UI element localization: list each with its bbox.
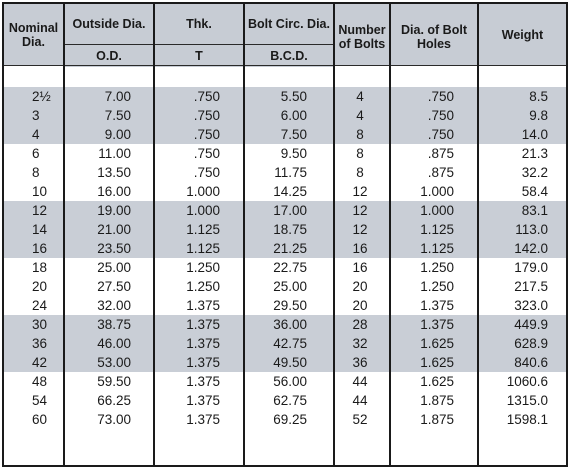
cell-outside-dia: 9.00: [104, 127, 131, 142]
cell-nominal-dia: 14: [32, 222, 48, 237]
cell-thickness: .750: [193, 108, 220, 123]
cell-number-of-bolts: 36: [352, 355, 368, 370]
cell-outside-dia: 38.75: [97, 317, 131, 332]
cell-bolt-hole-dia: 1.000: [420, 184, 454, 199]
cell-bolt-circ-dia: 14.25: [273, 184, 307, 199]
cell-thickness: 1.375: [186, 393, 220, 408]
cell-outside-dia: 19.00: [97, 203, 131, 218]
cell-nominal-dia: 12: [32, 203, 48, 218]
cell-bolt-circ-dia: 56.00: [273, 374, 307, 389]
cell-weight: 1598.1: [506, 412, 548, 427]
column-divider: [389, 4, 391, 465]
header-number-of-bolts: Number of Bolts: [338, 22, 386, 51]
cell-weight: 83.1: [521, 203, 548, 218]
cell-bolt-hole-dia: .750: [427, 108, 454, 123]
table-row: [4, 125, 566, 144]
cell-bolt-circ-dia: 18.75: [273, 222, 307, 237]
header-dia-bolt-holes: Dia. of Bolt Holes: [401, 22, 467, 51]
table-row: [4, 144, 566, 163]
cell-outside-dia: 59.50: [97, 374, 131, 389]
cell-number-of-bolts: 16: [352, 241, 368, 256]
cell-nominal-dia: 60: [32, 412, 48, 427]
cell-outside-dia: 73.00: [97, 412, 131, 427]
cell-weight: 8.5: [529, 89, 548, 104]
cell-bolt-hole-dia: 1.375: [420, 298, 454, 313]
table-row: [4, 334, 566, 353]
cell-outside-dia: 7.00: [104, 89, 131, 104]
cell-weight: 628.9: [514, 336, 548, 351]
column-divider: [63, 4, 65, 465]
cell-outside-dia: 66.25: [97, 393, 131, 408]
column-divider: [243, 4, 245, 465]
cell-thickness: 1.125: [186, 241, 220, 256]
cell-thickness: .750: [193, 165, 220, 180]
column-divider: [333, 4, 335, 465]
cell-nominal-dia: 42: [32, 355, 48, 370]
cell-bolt-hole-dia: 1.625: [420, 336, 454, 351]
table-row: [4, 410, 566, 429]
cell-number-of-bolts: 32: [352, 336, 368, 351]
cell-outside-dia: 13.50: [97, 165, 131, 180]
cell-bolt-circ-dia: 17.00: [273, 203, 307, 218]
column-divider: [477, 4, 479, 465]
cell-thickness: .750: [193, 89, 220, 104]
cell-weight: 1315.0: [506, 393, 548, 408]
cell-outside-dia: 53.00: [97, 355, 131, 370]
header-od: O.D.: [96, 48, 122, 63]
cell-bolt-circ-dia: 69.25: [273, 412, 307, 427]
cell-outside-dia: 16.00: [97, 184, 131, 199]
header-bolt-circ-dia: Bolt Circ. Dia.: [248, 17, 330, 31]
cell-nominal-dia: 54: [32, 393, 48, 408]
cell-number-of-bolts: 12: [352, 222, 368, 237]
cell-number-of-bolts: 4: [356, 108, 364, 123]
cell-bolt-circ-dia: 49.50: [273, 355, 307, 370]
cell-weight: 142.0: [514, 241, 548, 256]
cell-number-of-bolts: 20: [352, 279, 368, 294]
cell-bolt-hole-dia: 1.250: [420, 279, 454, 294]
cell-bolt-hole-dia: .750: [427, 89, 454, 104]
cell-outside-dia: 11.00: [98, 146, 131, 161]
header-nominal-dia: Nominal Dia.: [8, 20, 59, 49]
cell-number-of-bolts: 8: [356, 146, 364, 161]
table-row: [4, 258, 566, 277]
cell-weight: 113.0: [515, 222, 548, 237]
cell-weight: 217.5: [514, 279, 548, 294]
table-row: [4, 296, 566, 315]
cell-number-of-bolts: 8: [356, 165, 364, 180]
header-bcd: B.C.D.: [270, 48, 308, 63]
table-row: [4, 391, 566, 410]
cell-bolt-hole-dia: 1.250: [420, 260, 454, 275]
cell-thickness: .750: [193, 146, 220, 161]
cell-bolt-hole-dia: 1.875: [420, 412, 454, 427]
cell-bolt-hole-dia: 1.125: [420, 241, 454, 256]
table-row: [4, 87, 566, 106]
cell-number-of-bolts: 52: [352, 412, 368, 427]
cell-nominal-dia: 30: [32, 317, 48, 332]
cell-thickness: .750: [193, 127, 220, 142]
cell-bolt-circ-dia: 22.75: [273, 260, 307, 275]
cell-outside-dia: 7.50: [104, 108, 131, 123]
cell-nominal-dia: 4: [32, 127, 40, 142]
cell-number-of-bolts: 44: [352, 393, 368, 408]
cell-weight: 58.4: [521, 184, 548, 199]
cell-nominal-dia: 10: [32, 184, 48, 199]
header-thickness: Thk.: [186, 17, 212, 31]
table-row: [4, 182, 566, 201]
cell-bolt-hole-dia: .875: [427, 165, 454, 180]
column-divider: [153, 4, 155, 465]
table-row: [4, 220, 566, 239]
cell-thickness: 1.375: [186, 355, 220, 370]
cell-weight: 840.6: [514, 355, 548, 370]
table-row: [4, 315, 566, 334]
cell-outside-dia: 21.00: [97, 222, 131, 237]
cell-bolt-hole-dia: 1.125: [420, 222, 454, 237]
cell-nominal-dia: 20: [32, 279, 48, 294]
cell-weight: 14.0: [521, 127, 548, 142]
cell-outside-dia: 46.00: [97, 336, 131, 351]
cell-nominal-dia: 3: [32, 108, 40, 123]
cell-thickness: 1.250: [186, 260, 220, 275]
cell-weight: 9.8: [529, 108, 548, 123]
cell-number-of-bolts: 12: [352, 184, 368, 199]
cell-nominal-dia: 48: [32, 374, 48, 389]
table-row: [4, 201, 566, 220]
header-weight: Weight: [501, 27, 544, 42]
cell-bolt-circ-dia: 9.50: [280, 146, 307, 161]
cell-bolt-circ-dia: 7.50: [280, 127, 307, 142]
header-outside-dia: Outside Dia.: [72, 17, 146, 31]
cell-number-of-bolts: 16: [352, 260, 368, 275]
cell-nominal-dia: 24: [32, 298, 48, 313]
cell-nominal-dia: 36: [32, 336, 48, 351]
cell-bolt-circ-dia: 25.00: [273, 279, 307, 294]
cell-weight: 179.0: [514, 260, 548, 275]
cell-bolt-circ-dia: 62.75: [273, 393, 307, 408]
cell-weight: 32.2: [521, 165, 548, 180]
cell-nominal-dia: 8: [32, 165, 40, 180]
cell-nominal-dia: 2½: [32, 89, 51, 104]
cell-thickness: 1.375: [186, 336, 220, 351]
cell-thickness: 1.375: [186, 317, 220, 332]
cell-bolt-circ-dia: 5.50: [280, 89, 307, 104]
cell-bolt-circ-dia: 42.75: [273, 336, 307, 351]
table-row: [4, 106, 566, 125]
table-row: [4, 372, 566, 391]
cell-outside-dia: 23.50: [97, 241, 131, 256]
cell-bolt-hole-dia: .875: [427, 146, 454, 161]
cell-bolt-circ-dia: 21.25: [273, 241, 307, 256]
cell-bolt-hole-dia: 1.625: [420, 374, 454, 389]
cell-thickness: 1.375: [186, 374, 220, 389]
cell-thickness: 1.000: [186, 184, 220, 199]
cell-nominal-dia: 18: [32, 260, 48, 275]
table-row: [4, 353, 566, 372]
table-row: [4, 277, 566, 296]
cell-number-of-bolts: 44: [352, 374, 368, 389]
cell-number-of-bolts: 28: [352, 317, 368, 332]
cell-bolt-circ-dia: 11.75: [274, 165, 307, 180]
cell-weight: 449.9: [514, 317, 548, 332]
cell-number-of-bolts: 20: [352, 298, 368, 313]
cell-weight: 323.0: [514, 298, 548, 313]
cell-bolt-hole-dia: 1.375: [420, 317, 454, 332]
table-row: [4, 239, 566, 258]
cell-bolt-hole-dia: .750: [427, 127, 454, 142]
cell-outside-dia: 27.50: [97, 279, 131, 294]
cell-outside-dia: 32.00: [97, 298, 131, 313]
cell-number-of-bolts: 4: [356, 89, 364, 104]
flange-dimension-table: [2, 2, 568, 467]
cell-number-of-bolts: 12: [352, 203, 368, 218]
cell-weight: 1060.6: [506, 374, 548, 389]
cell-bolt-hole-dia: 1.875: [420, 393, 454, 408]
table-row: [4, 163, 566, 182]
header-t: T: [195, 48, 203, 63]
cell-nominal-dia: 16: [32, 241, 48, 256]
cell-nominal-dia: 6: [32, 146, 40, 161]
cell-bolt-hole-dia: 1.000: [420, 203, 454, 218]
cell-bolt-circ-dia: 6.00: [280, 108, 307, 123]
cell-bolt-hole-dia: 1.625: [420, 355, 454, 370]
cell-thickness: 1.125: [186, 222, 220, 237]
cell-outside-dia: 25.00: [97, 260, 131, 275]
cell-thickness: 1.000: [186, 203, 220, 218]
cell-thickness: 1.375: [186, 412, 220, 427]
cell-bolt-circ-dia: 29.50: [273, 298, 307, 313]
cell-weight: 21.3: [521, 146, 548, 161]
cell-thickness: 1.375: [186, 298, 220, 313]
cell-number-of-bolts: 8: [356, 127, 364, 142]
cell-thickness: 1.250: [186, 279, 220, 294]
cell-bolt-circ-dia: 36.00: [273, 317, 307, 332]
